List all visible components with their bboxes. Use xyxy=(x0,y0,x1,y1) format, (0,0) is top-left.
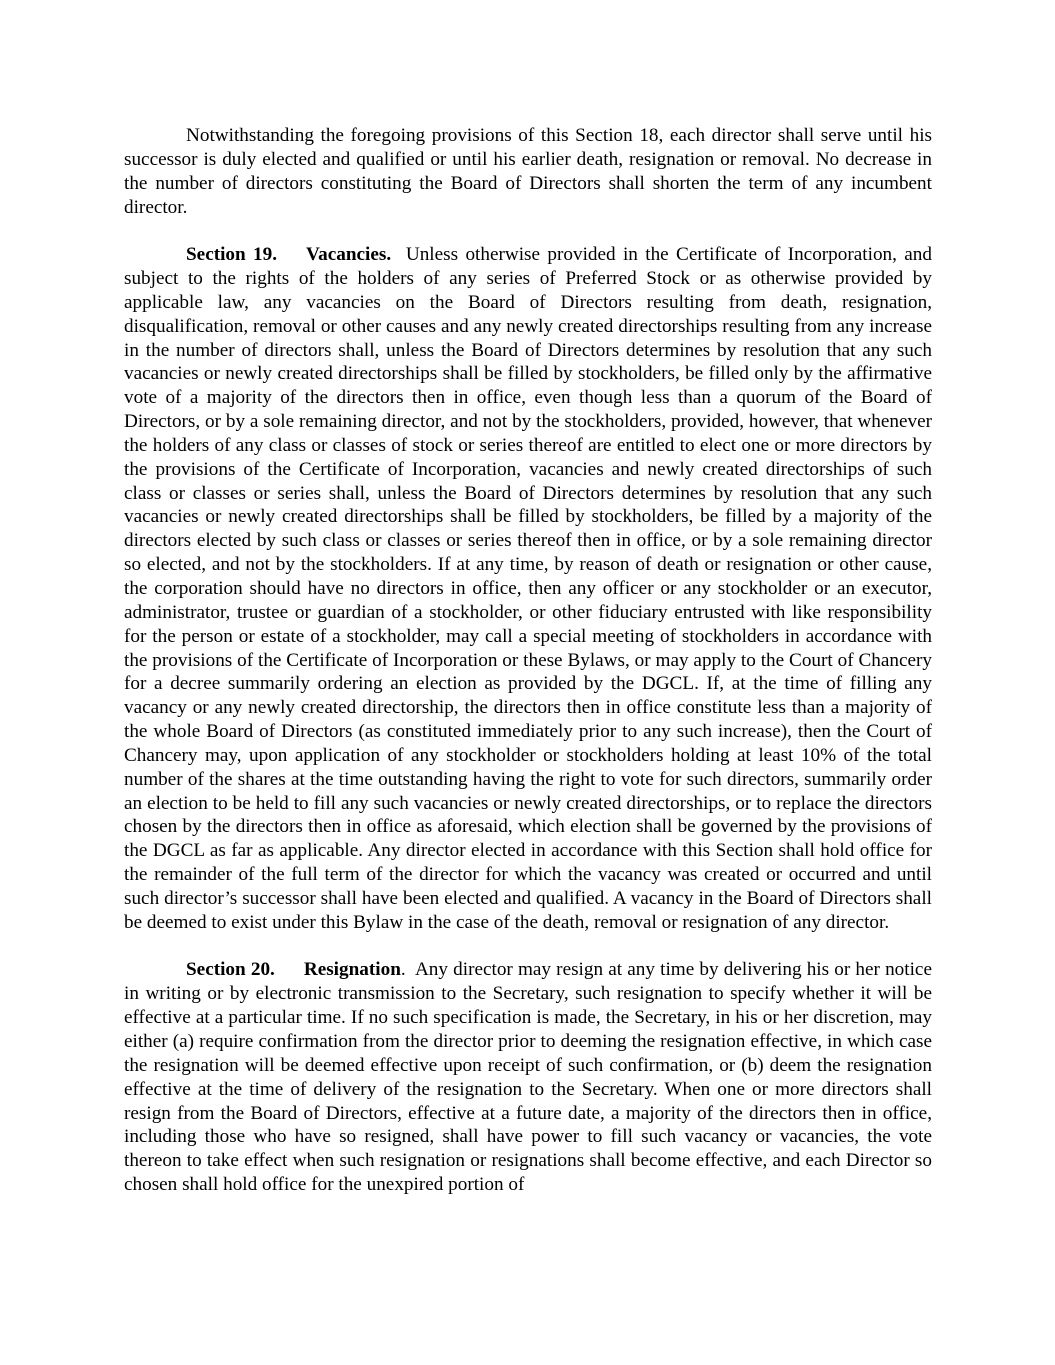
paragraph-section-20 xyxy=(124,958,932,1196)
paragraph-section-19 xyxy=(124,243,932,934)
section-19-title: Vacancies. xyxy=(306,244,392,266)
document-page xyxy=(124,124,932,1197)
section-20-number: Section 20. xyxy=(186,959,275,981)
paragraph-section-18-continuation: Notwithstanding the foregoing provisions of this Section 18, each director shall serve until his successor is duly elected and qualified or until his earlier death, resignation or removal. No decrease in the number of directors constituting the Board of Directors shall shorten the term of any incumbent director. xyxy=(124,125,932,218)
section-19-number: Section 19. xyxy=(186,244,278,266)
section-20-title-period: . xyxy=(400,959,406,981)
section-20-body: Any director may resign at any time by delivering his or her notice in writing or by electronic transmission to the Secretary, such resignation to specify whether it will be effective at a particular time. If no such specification is made, the Secretary, in his or her discretion, may either (a) require confirmation from the director prior to deeming the resignation effective, in which case the resignation will be deemed effective upon receipt of such confirmation, or (b) deem the resignation effective at the time of delivery of the resignation to the Secretary. When one or more directors shall resign from the Board of Directors, effective at a future date, a majority of the directors then in office, including those who have so resigned, shall have power to fill such vacancy or vacancies, the vote thereon to take effect when such resignation or resignations shall become effective, and each Director so chosen shall hold office for the unexpired portion of xyxy=(124,959,932,1196)
section-19-body: Unless otherwise provided in the Certificate of Incorporation, and subject to the rights of the holders of any series of Preferred Stock or as otherwise provided by applicable law, any vacancies on the Board of Directors resulting from death, resignation, disqualification, removal or other causes and any newly created directorships resulting from any increase in the number of directors shall, unless the Board of Directors determines by resolution that any such vacancies or newly created directorships shall be filled by stockholders, be filled only by the affirmative vote of a majority of the directors then in office, even though less than a quorum of the Board of Directors, or by a sole remaining director, and not by the stockholders, provided, however, that whenever the holders of any class or classes of stock or series thereof are entitled to elect one or more directors by the provisions of the Certificate of Incorporation, vacancies and newly created directorships of such class or classes or series shall, unless the Board of Directors determines by resolution that any such vacancies or newly created directorships shall be filled by stockholders, be filled by a majority of the directors elected by such class or classes or series thereof then in office, or by a sole remaining director so elected, and not by the stockholders. If at any time, by reason of death or resignation or other cause, the corporation should have no directors in office, then any officer or any stockholder or an executor, administrator, trustee or guardian of a stockholder, or other fiduciary entrusted with like responsibility for the person or estate of a stockholder, may call a special meeting of stockholders in accordance with the provisions of the Certificate of Incorporation or these Bylaws, or may apply to the Court of Chancery for a decree summarily ordering an election as provided by the DGCL. If, at the time of filling any vacancy or any newly created directorship, the directors then in office constitute less than a majority of the whole Board of Directors (as constituted immediately prior to any such increase), then the Court of Chancery may, upon application of any stockholder or stockholders holding at least 10% of the total number of the shares at the time outstanding having the right to vote for such directors, summarily order an election to be held to fill any such vacancies or newly created directorships, or to replace the directors chosen by the directors then in office as aforesaid, which election shall be governed by the provisions of the DGCL as far as applicable. Any director elected in accordance with this Section shall hold office for the remainder of the full term of the director for which the vacancy was created or occurred and until such director’s successor shall have been elected and qualified. A vacancy in the Board of Directors shall be deemed to exist under this Bylaw in the case of the death, removal or resignation of any director. xyxy=(124,244,932,933)
section-20-title: Resignation xyxy=(303,959,401,981)
